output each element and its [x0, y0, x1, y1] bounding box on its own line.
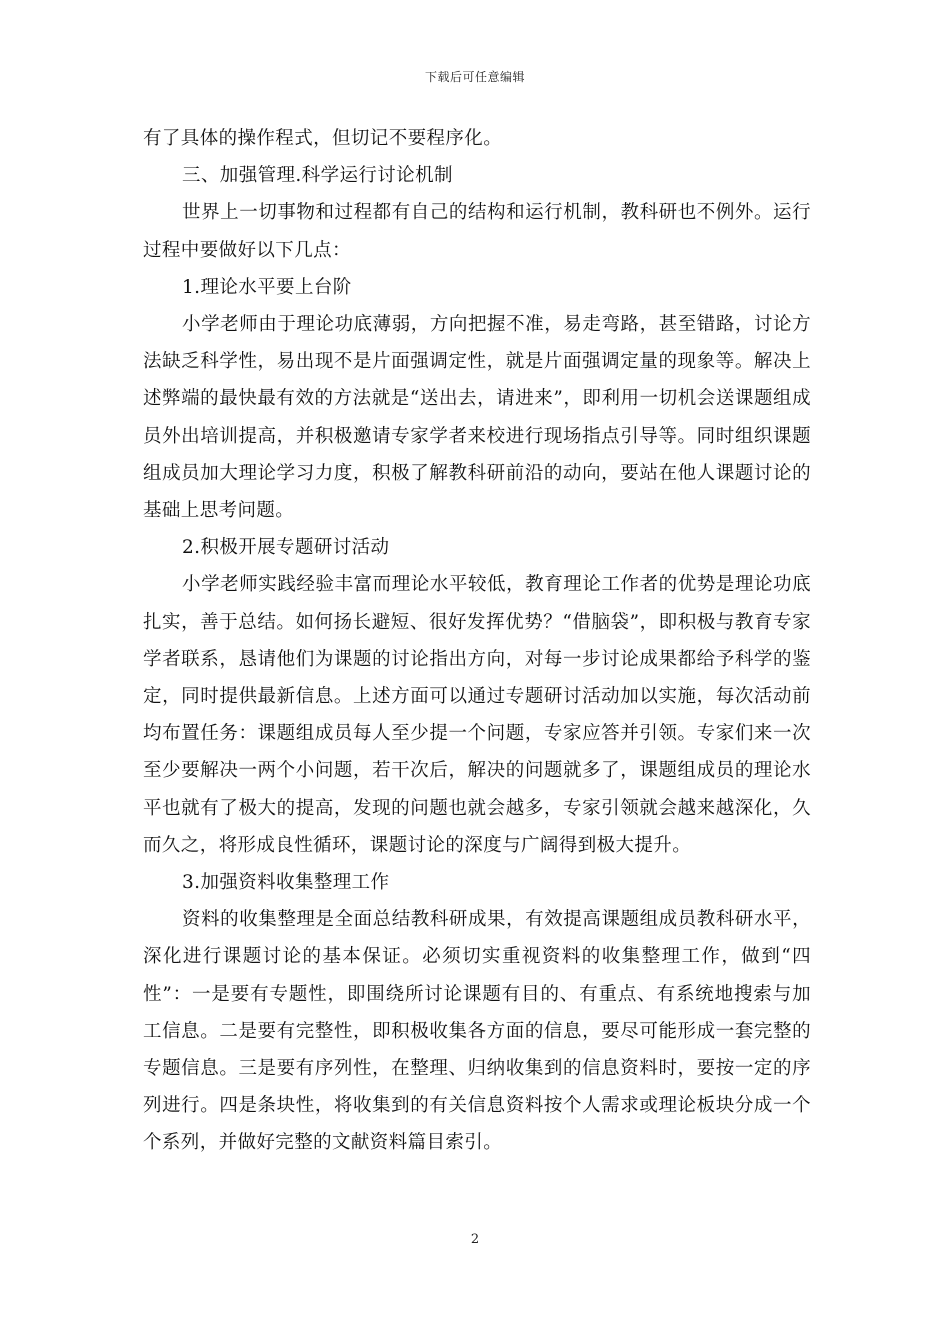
paragraph-materials: 资料的收集整理是全面总结教科研成果，有效提高课题组成员教科研水平，深化进行课题讨论的基本保证。必须切实重视资料的收集整理工作，做到“四性”：一是要有专题性，即围绕所讨论课题有目的、有重点、有系统地搜索与加工信息。二是要有完整性，即积极收集各方面的信息，要尽可能形成一套完整的专题信息。三是要有序列性，在整理、归纳收集到的信息资料时，要按一定的序列进行。四是条块性，将收集到的有关信息资料按个人需求或理论板块分成一个个系列，并做好完整的文献资料篇目索引。	[143, 909, 811, 1154]
page-header: 下载后可任意编辑	[424, 70, 525, 84]
paragraph-theory: 小学老师由于理论功底薄弱，方向把握不准，易走弯路，甚至错路，讨论方法缺乏科学性，易出现不是片面强调定性，就是片面强调定量的现象等。解决上述弊端的最快最有效的方法就是“送出去，请进来”，即利用一切机会送课题组成员外出培训提高，并积极邀请专家学者来校进行现场指点引导等。同时组织课题组成员加大理论学习力度，积极了解教科研前沿的动向，要站在他人课题讨论的基础上思考问题。	[143, 314, 811, 522]
document-body	[143, 120, 811, 1162]
paragraph-continuation: 有了具体的操作程式，但切记不要程序化。	[143, 128, 503, 149]
page-number: 2	[470, 1232, 480, 1247]
subheading-1: 1.理论水平要上台阶	[182, 276, 352, 298]
paragraph-intro: 世界上一切事物和过程都有自己的结构和运行机制，教科研也不例外。运行过程中要做好以下几点：	[143, 202, 811, 261]
paragraph-seminar: 小学老师实践经验丰富而理论水平较低，教育理论工作者的优势是理论功底扎实，善于总结。如何扬长避短、很好发挥优势？“借脑袋”，即积极与教育专家学者联系，恳请他们为课题的讨论指出方向，对每一步讨论成果都给予科学的鉴定，同时提供最新信息。上述方面可以通过专题研讨活动加以实施，每次活动前均布置任务：课题组成员每人至少提一个问题，专家应答并引领。专家们来一次至少要解决一两个小问题，若干次后，解决的问题就多了，课题组成员的理论水平也就有了极大的提高，发现的问题也就会越多，专家引领就会越来越深化，久而久之，将形成良性循环，课题讨论的深度与广阔得到极大提升。	[143, 574, 811, 856]
subheading-3: 3.加强资料收集整理工作	[182, 872, 390, 894]
section-heading: 三、加强管理.科学运行讨论机制	[182, 165, 453, 187]
subheading-2: 2.积极开展专题研讨活动	[182, 537, 390, 559]
